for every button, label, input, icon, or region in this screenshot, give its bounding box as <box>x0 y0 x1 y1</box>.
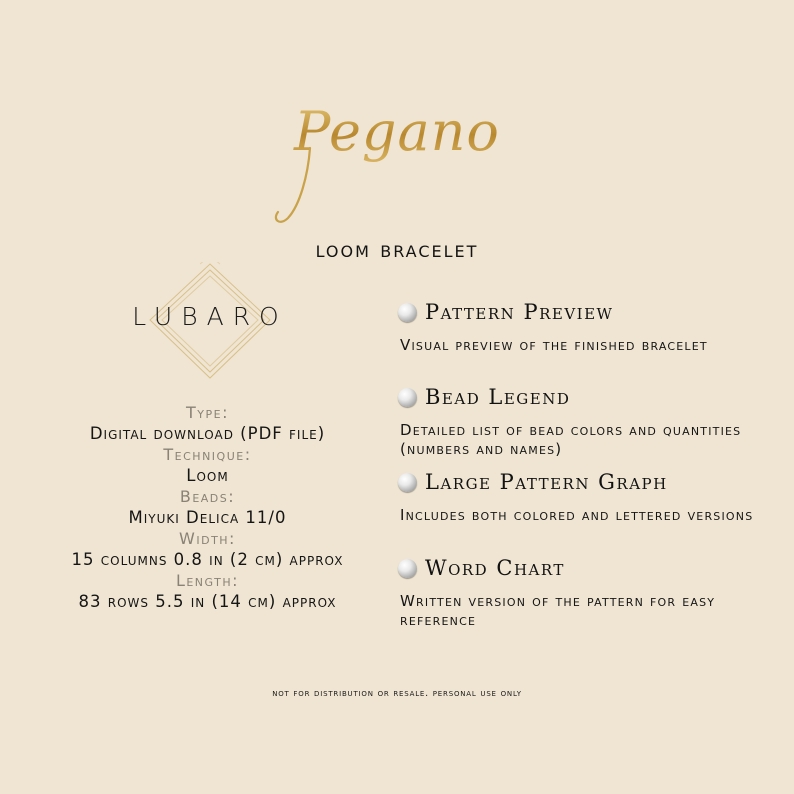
feature-item <box>398 385 778 459</box>
feature-description: Detailed list of bead colors and quantities (numbers and names) <box>400 421 742 458</box>
feature-item <box>398 556 778 630</box>
spec-value-technique: Loom <box>186 466 229 485</box>
feature-item <box>398 300 778 355</box>
feature-heading: Bead Legend <box>425 385 571 409</box>
spec-label-width: Width: <box>179 529 236 548</box>
spec-value-beads: Miyuki Delica 11/0 <box>128 508 287 527</box>
brand-name: LUBARO <box>132 302 288 331</box>
spec-value-type: Digital download (PDF file) <box>89 424 326 443</box>
spec-label-length: Length: <box>175 571 240 590</box>
spec-label-technique: Technique: <box>163 445 252 464</box>
feature-heading: Large Pattern Graph <box>425 470 668 494</box>
usage-notice: not for distribution or resale. personal use only <box>272 688 522 699</box>
spec-value-width: 15 columns 0.8 in (2 cm) approx <box>71 550 344 569</box>
feature-item <box>398 470 778 525</box>
feature-description: Written version of the pattern for easy reference <box>400 592 716 629</box>
spec-label-beads: Beads: <box>179 487 236 506</box>
pearl-icon <box>398 473 417 492</box>
feature-description: Includes both colored and lettered versions <box>400 506 754 524</box>
pearl-icon <box>398 303 417 322</box>
feature-description: Visual preview of the finished bracelet <box>400 336 708 354</box>
spec-list <box>30 402 385 612</box>
feature-heading: Pattern Preview <box>425 300 614 324</box>
title-swash-decoration <box>270 120 360 230</box>
pearl-icon <box>398 388 417 407</box>
spec-value-length: 83 rows 5.5 in (14 cm) approx <box>78 592 337 611</box>
pearl-icon <box>398 559 417 578</box>
product-subtitle: loom bracelet <box>315 237 479 263</box>
spec-label-type: Type: <box>186 403 229 422</box>
product-title: Pegano <box>0 100 794 163</box>
feature-heading: Word Chart <box>425 556 565 580</box>
